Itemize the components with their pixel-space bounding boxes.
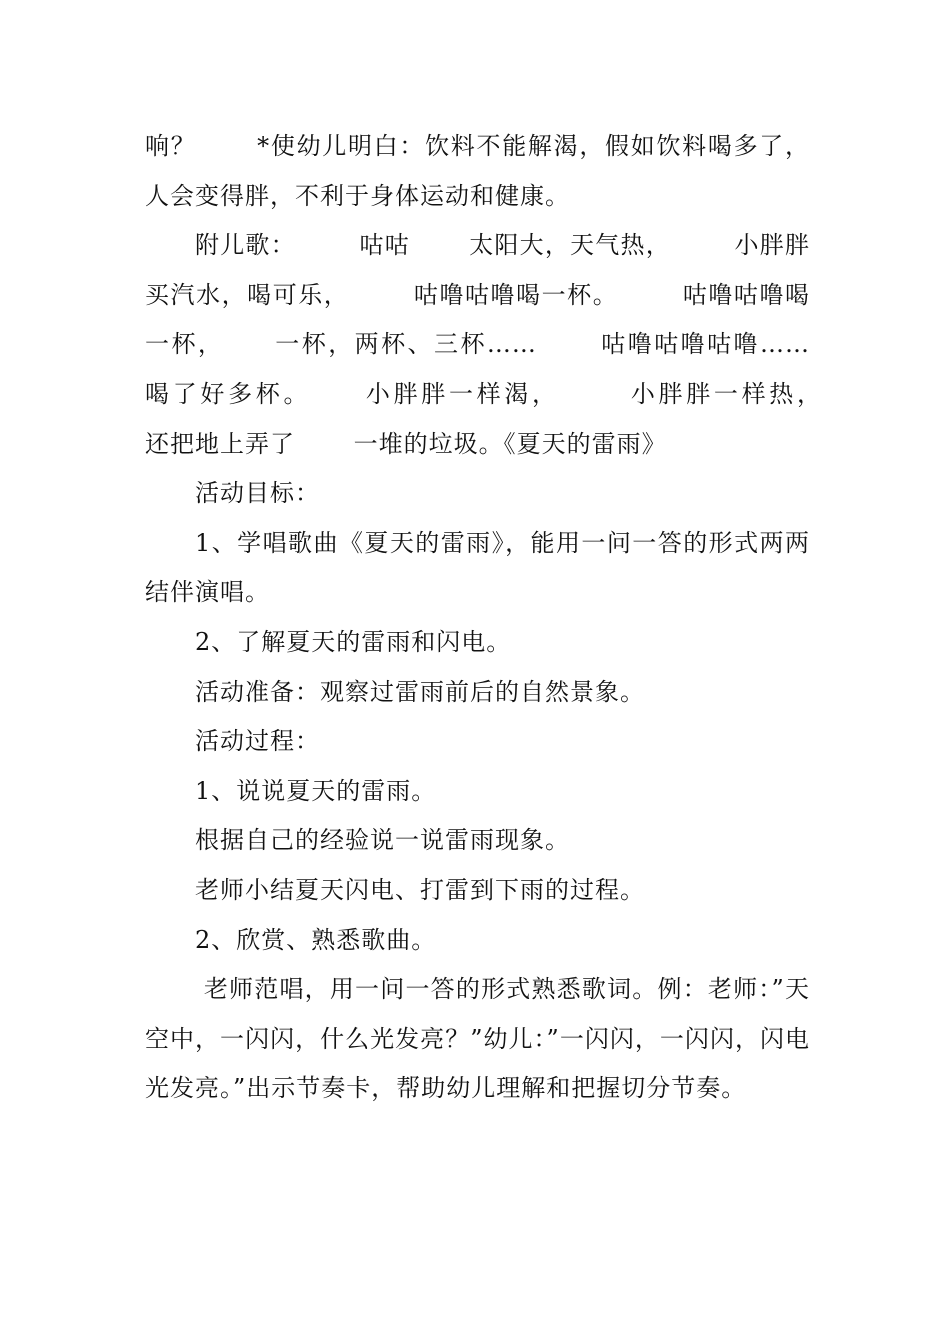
paragraph-teacher-summary: 老师小结夏天闪电、打雷到下雨的过程。	[195, 875, 645, 904]
paragraph-goal-1: 1、学唱歌曲《夏天的雷雨》，能用一问一答的形式两两结伴演唱。	[145, 528, 810, 607]
paragraph-experience-talk: 根据自己的经验说一说雷雨现象。	[195, 826, 570, 855]
heading-activity-process: 活动过程：	[195, 727, 320, 756]
paragraph-process-step-1: 1、说说夏天的雷雨。	[195, 776, 437, 805]
paragraph-nursery-rhyme: 附儿歌： 咕咕 太阳大，天气热， 小胖胖 买汽水，喝可乐， 咕噜咕噜喝一杯。 咕噜咕噜喝一杯， 一杯，两杯、三杯…… 咕噜咕噜咕噜…… 喝了好多杯。 小胖胖一样渴， 小胖胖一样热， 还把地上弄了 一堆的垃圾。《夏天的雷雨》	[145, 231, 885, 458]
paragraph-drink-note: 响？ *使幼儿明白：饮料不能解渴，假如饮料喝多了，人会变得胖，不利于身体运动和健康。	[145, 132, 810, 210]
document-body	[145, 122, 885, 1114]
paragraph-goal-2: 2、了解夏天的雷雨和闪电。	[195, 627, 512, 656]
heading-activity-goals: 活动目标：	[195, 479, 320, 508]
paragraph-process-step-2: 2、欣赏、熟悉歌曲。	[195, 925, 437, 954]
paragraph-teacher-demo: 老师范唱，用一问一答的形式熟悉歌词。例：老师：”天空中，一闪闪，什么光发亮？”幼儿：”一闪闪，一闪闪，闪电光发亮。”出示节奏卡，帮助幼儿理解和把握切分节奏。	[145, 975, 810, 1103]
paragraph-activity-preparation: 活动准备：观察过雷雨前后的自然景象。	[195, 677, 645, 706]
